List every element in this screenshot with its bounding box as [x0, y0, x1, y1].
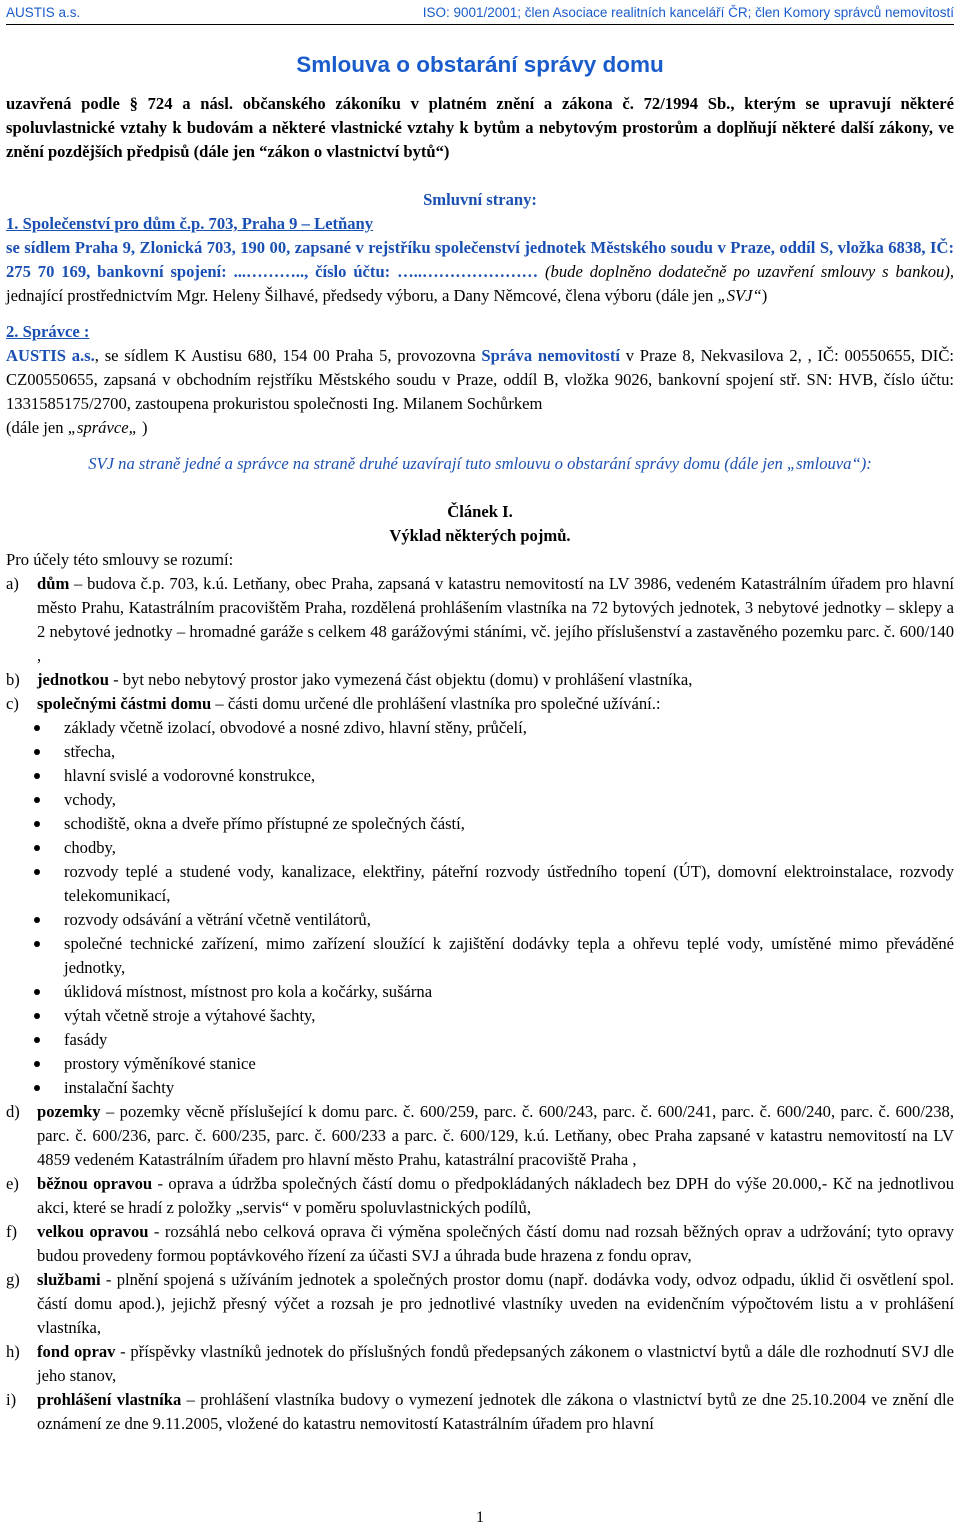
definition-key: h): [6, 1342, 20, 1361]
definition-term: dům: [37, 574, 70, 593]
definition-key: f): [6, 1222, 18, 1241]
definition-text: - rozsáhlá nebo celková oprava či výměna společných částí domu nad rozsah běžných oprav a udržování; tyto opravy budou provedeny formou poptávkového řízení za účasti SVJ a úhrada bude hrazena z fondu oprav,: [37, 1222, 955, 1265]
definition-text: - byt nebo nebytový prostor jako vymezená část objektu (domu) v prohlášení vlastníka,: [108, 670, 693, 689]
bullet-icon: [6, 716, 64, 740]
list-item: hlavní svislé a vodorovné konstrukce,: [6, 764, 954, 788]
definition-key: i): [6, 1390, 17, 1409]
definition-key: d): [6, 1102, 20, 1121]
definition-text: - plnění spojená s užíváním jednotek a společných prostor domu (např. dodávka vody, odvoz odpadu, úklid či osvětlení spol. částí domu apod.), jejichž přesný výčet a rozsah je pro jednotlivé vlastníky uveden na evidenčním výpočtovém listu a v prohlášení vlastníka,: [37, 1270, 954, 1337]
list-item: vchody,: [6, 788, 954, 812]
party-2-abbrev-line: [6, 416, 954, 440]
parties-heading: Smluvní strany:: [423, 190, 537, 209]
page-number: 1: [476, 1509, 484, 1526]
party-2-registration: v Praze 8, Nekvasilova 2, , IČ: 00550655, DIČ: CZ00550655, zapsaná v obchodním rejstříku Městského soudu v Praze, oddíl B, vložka 9026, bankovní spojení stř. SN: HVB, číslo účtu: 1331585175/2700, zastoupena prokuristou společnosti Ing. Milanem Sochůrkem: [6, 346, 954, 413]
party-2-abbrev-close: ): [137, 418, 148, 437]
list-item: základy včetně izolací, obvodové a nosné zdivo, hlavní stěny, průčelí,: [6, 716, 954, 740]
list-item: schodiště, okna a dveře přímo přístupné ze společných částí,: [6, 812, 954, 836]
bullet-icon: [6, 764, 64, 788]
list-item: střecha,: [6, 740, 954, 764]
article-title: Výklad některých pojmů.: [389, 526, 571, 545]
definition-text: - příspěvky vlastníků jednotek do příslušných fondů předepsaných zákonem o vlastnictví bytů a dále dle rozhodnutí SVJ dle jeho stanov,: [37, 1342, 954, 1385]
definition-term: velkou opravou: [37, 1222, 149, 1241]
bullet-icon: [6, 1076, 64, 1100]
bullet-icon: [6, 836, 64, 860]
definition-term: jednotkou: [37, 670, 109, 689]
party-2-heading: [6, 320, 954, 344]
definition-term: běžnou opravou: [37, 1174, 153, 1193]
definition-key: e): [6, 1174, 19, 1193]
party-1-heading: [6, 212, 954, 236]
common-parts-list: [6, 716, 954, 1100]
party-1-registration: se sídlem Praha 9, Zlonická 703, 190 00, zapsané v rejstříku společenství jednotek Městského soudu v Praze, oddíl S, vložka 6838, IČ: 275 70 169, bankovní spojení: ...……….., číslo účtu: …..…………………: [6, 238, 954, 281]
intro-paragraph: uzavřená podle § 724 a násl. občanského zákoníku v platném znění a zákona č. 72/1994 Sb., kterým se upravují některé spoluvlastnické vztahy k budovám a některé vlastnické vztahy k bytům a nebytovým prostorům a doplňují některé další zákony, ve znění pozdějších předpisů (dále jen “zákon o vlastnictví bytů“): [6, 94, 954, 161]
bullet-icon: [6, 1004, 64, 1028]
list-item: společné technické zařízení, mimo zařízení sloužící k zajištění dodávky tepla a ohřevu teplé vody, umístěné mimo převáděné jednotky,: [6, 932, 954, 980]
definition-term: společnými částmi domu: [37, 694, 212, 713]
party-1-close: ): [761, 286, 768, 305]
party-1-abbrev: „SVJ“: [717, 286, 762, 305]
definition-i: [6, 1388, 954, 1436]
definition-key: g): [6, 1270, 20, 1289]
definition-text: - oprava a údržba společných částí domu o předpokládaných nákladech bez DPH do výše 20.000,- Kč na jednotlivou akci, které se hradí z položky „servis“ v poměru spoluvlastnických podílů,: [37, 1174, 954, 1217]
document-title: Smlouva o obstarání správy domu: [296, 52, 664, 77]
definition-e: [6, 1172, 954, 1220]
document-body: [6, 92, 954, 1436]
bullet-icon: [6, 788, 64, 812]
bullet-icon: [6, 812, 64, 836]
article-number: Článek I.: [447, 502, 513, 521]
party-2-abbrev: „správce„: [67, 418, 138, 437]
bullet-icon: [6, 1052, 64, 1076]
definition-d: [6, 1100, 954, 1172]
party-1-details: [6, 236, 954, 308]
definition-g: [6, 1268, 954, 1340]
definition-text: – části domu určené dle prohlášení vlastníka pro společné užívání.:: [211, 694, 661, 713]
definition-text: – budova č.p. 703, k.ú. Letňany, obec Praha, zapsaná v katastru nemovitostí na LV 3986, vedeném Katastrálním úřadem pro hlavní město Prahu, Katastrálním pracovištěm Praha, rozdělená prohlášením vlastníka na 72 bytových jednotek, 3 nebytové jednotky – sklepy a 2 nebytové jednotky – hromadné garáže s celkem 48 garážovými stáními, vč. jejího příslušenství a zastavěného pozemku parc. č. 600/140 ,: [37, 574, 954, 665]
definition-term: fond oprav: [37, 1342, 116, 1361]
definition-term: pozemky: [37, 1102, 101, 1121]
definition-b: [6, 668, 954, 692]
definition-f: [6, 1220, 954, 1268]
bullet-icon: [6, 1028, 64, 1052]
party-1-representation: jednající prostřednictvím Mgr. Heleny Šilhavé, předsedy výboru, a Dany Němcové, člena výboru (dále jen: [6, 286, 718, 305]
definition-c: [6, 692, 954, 716]
party-2-seat: , se sídlem K Austisu 680, 154 00 Praha 5, provozovna: [94, 346, 482, 365]
list-item: rozvody odsávání a větrání včetně ventilátorů,: [6, 908, 954, 932]
bullet-icon: [6, 908, 64, 932]
definition-text: – prohlášení vlastníka budovy o vymezení jednotek dle zákona o vlastnictví bytů ze dne 25.10.2004 ve znění dle oznámení ze dne 9.11.2005, vložené do katastru nemovitostí Katastrálním úřadem pro hlavní: [37, 1390, 954, 1433]
header-company: AUSTIS a.s.: [6, 5, 81, 20]
bullet-icon: [6, 860, 64, 908]
list-item: fasády: [6, 1028, 954, 1052]
definition-h: [6, 1340, 954, 1388]
party-2-abbrev-lead: (dále jen: [6, 418, 68, 437]
bullet-icon: [6, 932, 64, 980]
definition-key: c): [6, 694, 19, 713]
party-2-branch: Správa nemovitostí: [481, 346, 620, 365]
party-2-name: AUSTIS a.s.: [6, 346, 95, 365]
bullet-icon: [6, 980, 64, 1004]
party-2-details: [6, 344, 954, 416]
list-item: úklidová místnost, místnost pro kola a kočárky, sušárna: [6, 980, 954, 1004]
definition-text: – pozemky věcně příslušející k domu parc. č. 600/259, parc. č. 600/243, parc. č. 600/241, parc. č. 600/240, parc. č. 600/238, parc. č. 600/236, parc. č. 600/235, parc. č. 600/233 a parc. č. 600/129, k.ú. Letňany, obec Praha zapsané v katastru nemovitostí na LV 4859 vedeném Katastrálním úřadem pro hlavní město Prahu, katastrální pracoviště Praha ,: [37, 1102, 954, 1169]
list-item: chodby,: [6, 836, 954, 860]
list-item: instalační šachty: [6, 1076, 954, 1100]
party-1-note: (bude doplněno dodatečně po uzavření smlouvy s bankou),: [545, 262, 954, 281]
list-item: prostory výměníkové stanice: [6, 1052, 954, 1076]
article-lead: Pro účely této smlouvy se rozumí:: [6, 550, 234, 569]
bullet-icon: [6, 740, 64, 764]
header-certification: ISO: 9001/2001; člen Asociace realitních kanceláří ČR; člen Komory správců nemovitostí: [422, 5, 954, 20]
list-item: rozvody teplé a studené vody, kanalizace, elektřiny, páteřní rozvody ústředního topení (ÚT), domovní elektroinstalace, rozvody telekomunikací,: [6, 860, 954, 908]
party-1-name: 1. Společenství pro dům č.p. 703, Praha 9 – Letňany: [6, 214, 374, 233]
contract-statement: SVJ na straně jedné a správce na straně druhé uzavírají tuto smlouvu o obstarání správy domu (dále jen „smlouva“):: [88, 454, 872, 473]
definition-term: prohlášení vlastníka: [37, 1390, 182, 1409]
definition-term: službami: [37, 1270, 101, 1289]
definition-key: b): [6, 670, 20, 689]
list-item: výtah včetně stroje a výtahové šachty,: [6, 1004, 954, 1028]
party-2-label: 2. Správce :: [6, 322, 90, 341]
definition-key: a): [6, 574, 19, 593]
page-header: [6, 2, 954, 25]
definition-a: [6, 572, 954, 668]
